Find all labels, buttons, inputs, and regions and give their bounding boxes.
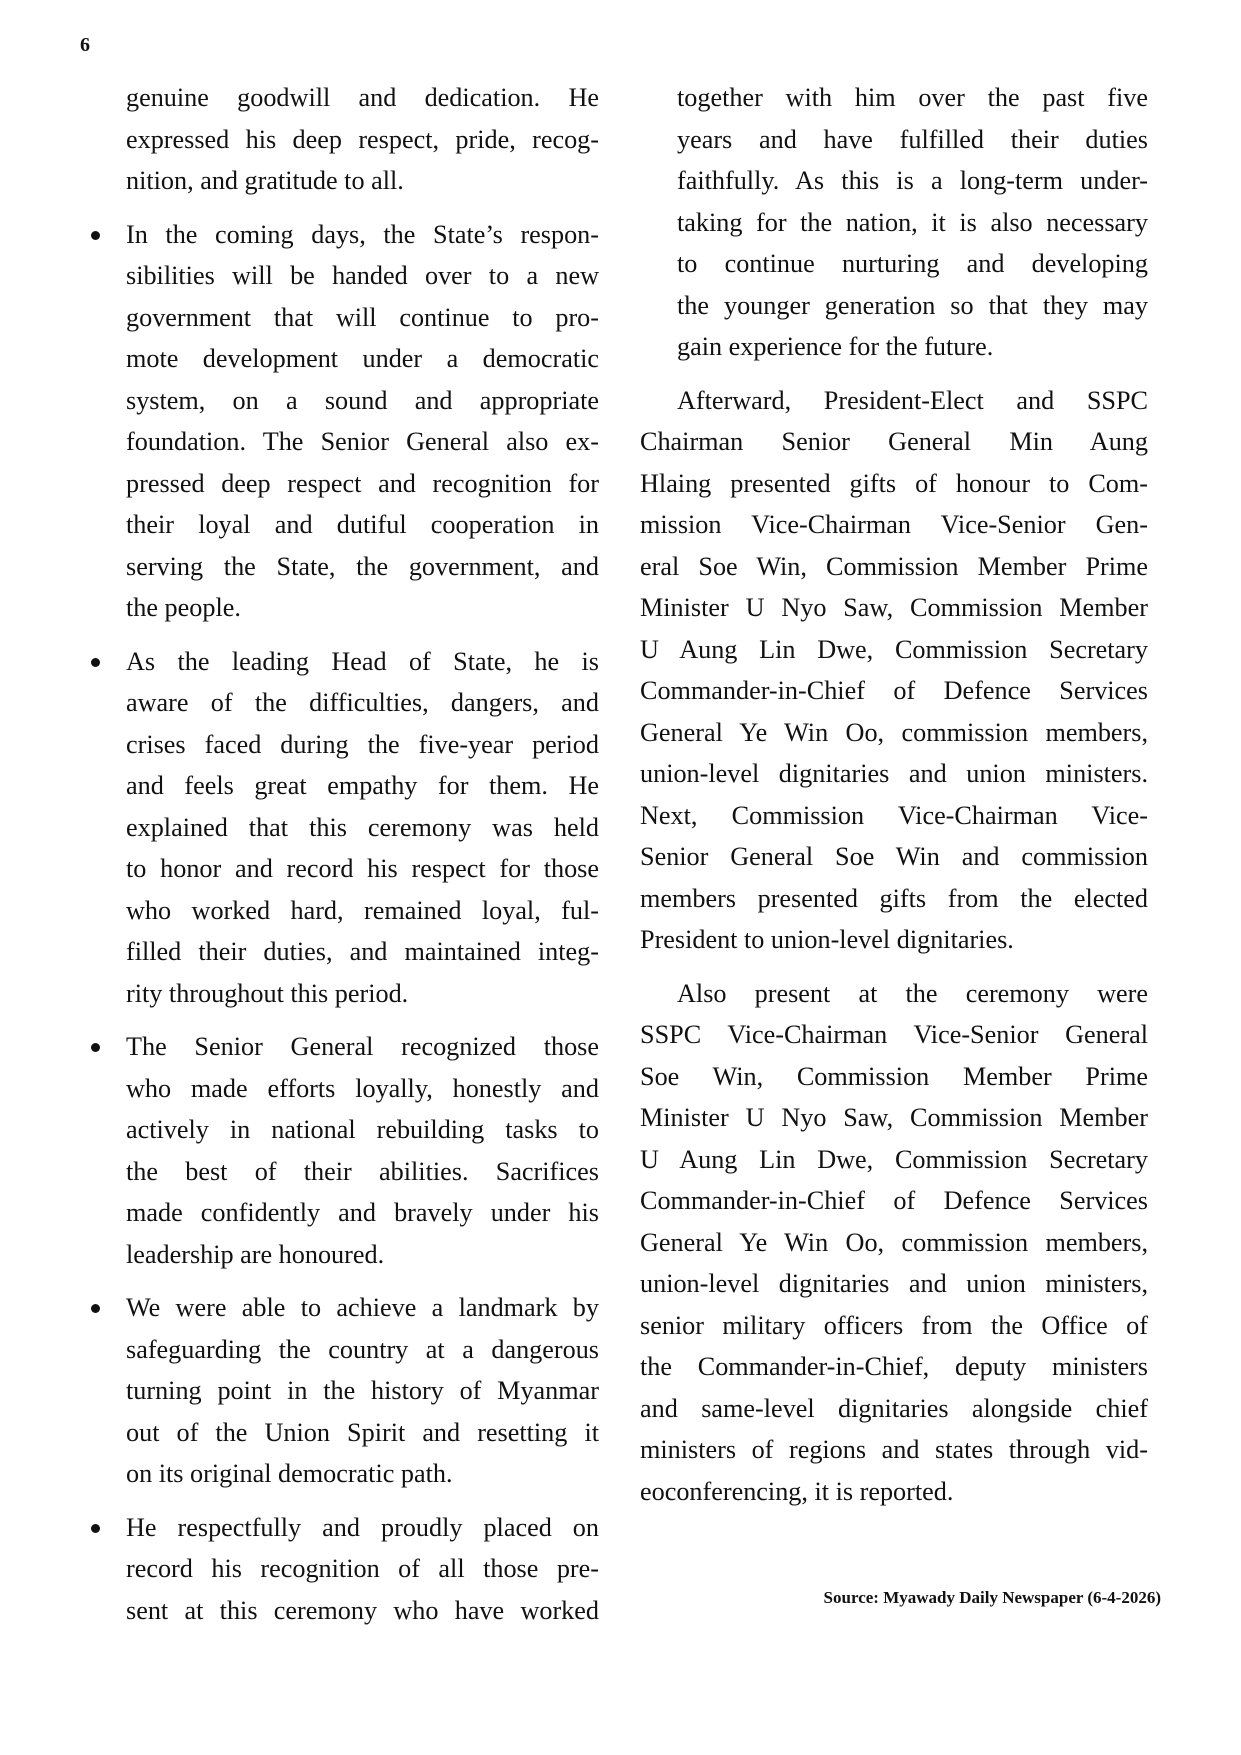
text-line: mission Vice-Chairman Vice-Senior Gen-: [640, 510, 1148, 539]
left-column: [126, 77, 599, 1631]
text-line: U Aung Lin Dwe, Commission Secretary: [640, 634, 1148, 664]
text-line: sent at this ceremony who have worked: [126, 1595, 599, 1625]
text-line: turning point in the history of Myanmar: [126, 1376, 599, 1405]
bullet-item: [126, 641, 599, 1015]
text-line: made confidently and bravely under his: [126, 1198, 599, 1227]
text-line: years and have fulfilled their duties: [677, 124, 1148, 154]
bullet-item: [126, 214, 599, 629]
text-line: nition, and gratitude to all.: [126, 166, 404, 195]
text-line: ministers of regions and states through vid-: [640, 1435, 1148, 1464]
text-line: foundation. The Senior General also ex-: [126, 427, 599, 456]
text-line: Hlaing presented gifts of honour to Com-: [640, 468, 1148, 498]
text-line: expressed his deep respect, pride, recog-: [126, 124, 599, 154]
text-line: eral Soe Win, Commission Member Prime: [640, 551, 1148, 581]
text-line: record his recognition of all those pre-: [126, 1554, 599, 1583]
text-line: leadership are honoured.: [126, 1239, 385, 1269]
bullet-item: [126, 1026, 599, 1275]
text-line: faithfully. As this is a long-term under-: [677, 166, 1148, 195]
bullet-icon: [91, 231, 100, 240]
bullet-icon: [91, 1524, 100, 1533]
bullet-item: [126, 1287, 599, 1495]
text-line: General Ye Win Oo, commission members,: [640, 1227, 1148, 1257]
text-line: Minister U Nyo Saw, Commission Member: [640, 1103, 1148, 1132]
text-line: the Commander-in-Chief, deputy ministers: [640, 1352, 1148, 1381]
text-line: genuine goodwill and dedication. He: [126, 83, 599, 112]
text-line: As the leading Head of State, he is: [126, 646, 599, 676]
text-line: The Senior General recognized those: [126, 1032, 599, 1061]
text-line: SSPC Vice-Chairman Vice-Senior General: [640, 1020, 1148, 1049]
text-line: pressed deep respect and recognition for: [126, 468, 599, 498]
text-line: serving the State, the government, and: [126, 551, 599, 581]
text-line: government that will continue to pro-: [126, 302, 599, 332]
text-line: Also present at the ceremony were: [677, 978, 1148, 1008]
text-line: aware of the difficulties, dangers, and: [126, 688, 599, 717]
paragraph-gifts: [640, 380, 1148, 961]
text-line: senior military officers from the Office of: [640, 1310, 1148, 1340]
text-line: Next, Commission Vice-Chairman Vice-: [640, 800, 1148, 830]
text-line: actively in national rebuilding tasks to: [126, 1115, 599, 1144]
bullet-icon: [91, 1043, 100, 1052]
text-line: mote development under a democratic: [126, 344, 599, 373]
text-line: system, on a sound and appropriate: [126, 385, 599, 415]
text-line: the best of their abilities. Sacrifices: [126, 1156, 599, 1186]
text-line: together with him over the past five: [677, 83, 1148, 112]
text-line: union-level dignitaries and union ministers.: [640, 759, 1148, 788]
bullet-icon: [91, 1304, 100, 1313]
text-line: In the coming days, the State’s respon-: [126, 219, 599, 249]
text-line: crises faced during the five-year period: [126, 729, 599, 759]
text-line: and same-level dignitaries alongside chief: [640, 1393, 1148, 1423]
right-column: [640, 77, 1148, 1512]
text-line: filled their duties, and maintained integ-: [126, 937, 599, 966]
text-line: Soe Win, Commission Member Prime: [640, 1061, 1148, 1091]
text-line: out of the Union Spirit and resetting it: [126, 1417, 599, 1447]
text-line: Chairman Senior General Min Aung: [640, 427, 1148, 456]
text-line: He respectfully and proudly placed on: [126, 1512, 599, 1542]
text-line: taking for the nation, it is also necessary: [677, 207, 1148, 237]
text-line: members presented gifts from the elected: [640, 883, 1148, 913]
text-line: union-level dignitaries and union ministers,: [640, 1269, 1148, 1298]
text-line: the younger generation so that they may: [677, 290, 1148, 320]
paragraph-attendees: [640, 973, 1148, 1513]
text-line: gain experience for the future.: [677, 332, 994, 361]
text-line: President to union-level dignitaries.: [640, 925, 1014, 954]
text-line: on its original democratic path.: [126, 1459, 453, 1488]
text-line: who made efforts loyally, honestly and: [126, 1073, 599, 1103]
text-line: Senior General Soe Win and commission: [640, 842, 1148, 871]
bullet-item: [126, 1507, 599, 1632]
text-line: Afterward, President-Elect and SSPC: [677, 385, 1148, 415]
text-line: General Ye Win Oo, commission members,: [640, 717, 1148, 747]
bullet-icon: [91, 658, 100, 667]
text-line: their loyal and dutiful cooperation in: [126, 510, 599, 539]
text-line: who worked hard, remained loyal, ful-: [126, 895, 599, 925]
text-line: Minister U Nyo Saw, Commission Member: [640, 593, 1148, 622]
text-line: safeguarding the country at a dangerous: [126, 1334, 599, 1364]
source-attribution: Source: Myawady Daily Newspaper (6-4-2026): [823, 1588, 1161, 1607]
text-line: U Aung Lin Dwe, Commission Secretary: [640, 1144, 1148, 1174]
text-line: sibilities will be handed over to a new: [126, 261, 599, 290]
text-line: explained that this ceremony was held: [126, 812, 599, 842]
text-line: the people.: [126, 593, 241, 622]
continuation-paragraph: [640, 77, 1148, 368]
text-line: rity throughout this period.: [126, 978, 409, 1008]
text-line: Commander-in-Chief of Defence Services: [640, 1186, 1148, 1215]
text-line: eoconferencing, it is reported.: [640, 1476, 954, 1506]
text-line: and feels great empathy for them. He: [126, 771, 599, 800]
text-line: to continue nurturing and developing: [677, 249, 1148, 278]
text-line: Commander-in-Chief of Defence Services: [640, 676, 1148, 705]
text-line: to honor and record his respect for those: [126, 854, 599, 883]
intro-paragraph: [126, 77, 599, 202]
page-number: 6: [80, 34, 90, 56]
text-line: We were able to achieve a landmark by: [126, 1293, 599, 1322]
